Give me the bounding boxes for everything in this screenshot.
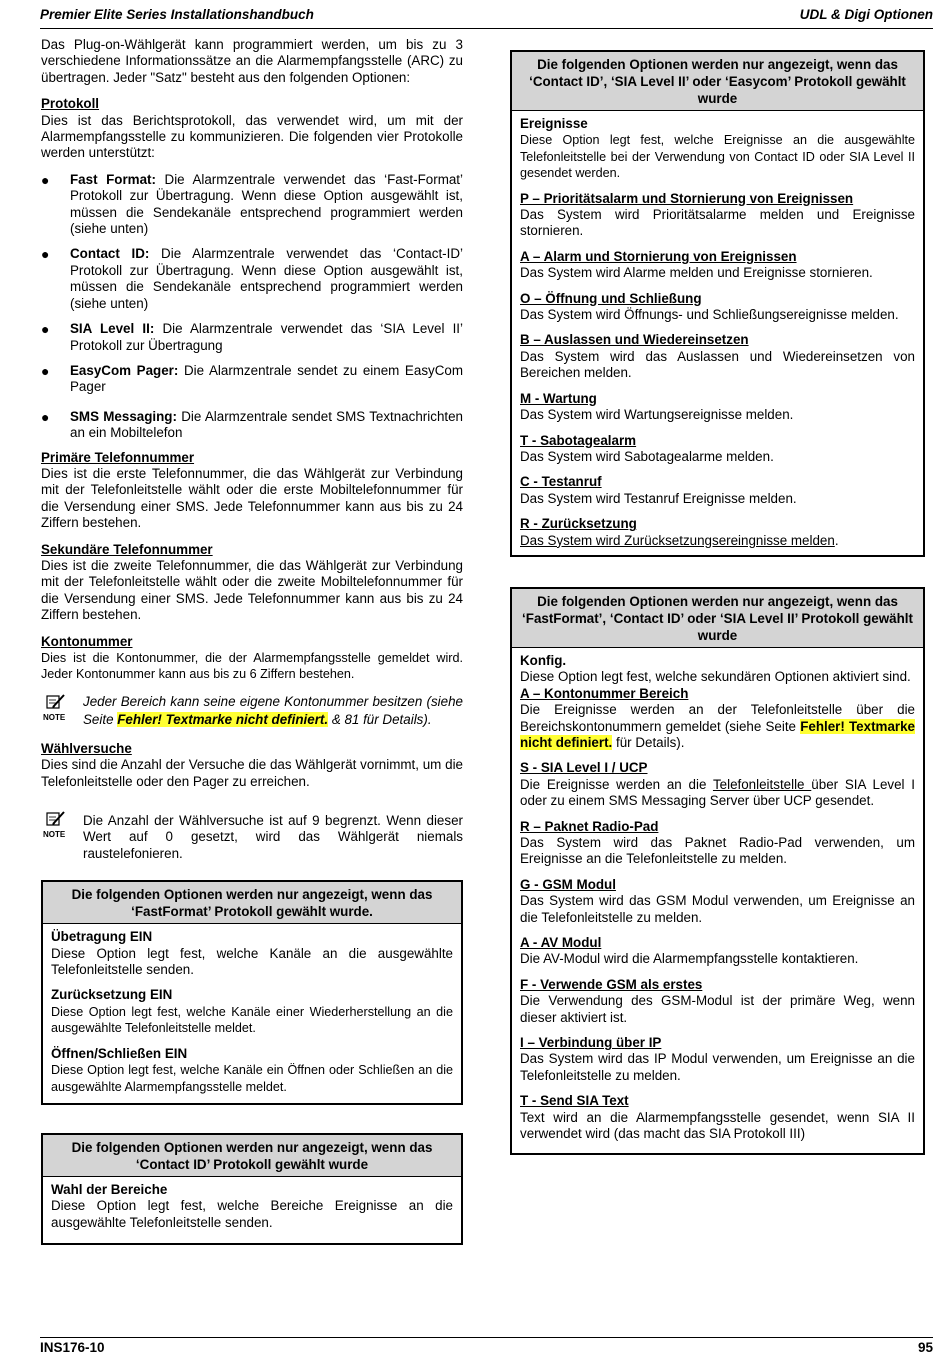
box-item [520,116,915,182]
box-item [520,433,915,466]
contactid-options-box [41,1133,463,1245]
waehlversuche-text: Dies sind die Anzahl der Versuche die das Wählgerät vornimmt, um die Telefonleitstelle oder den Pager zu erreichen. [41,757,463,789]
fastformat-options-box [41,880,463,1105]
box-item [520,877,915,926]
note-text: Die Anzahl der Wählversuche ist auf 9 begrenzt. Wenn dieser Wert auf 0 gesetzt, wird das Wählgerät niemals raustelefonieren. [83,813,463,861]
box-item-text: Das System wird Wartungsereignisse melden. [520,407,794,423]
left-column [41,37,463,1245]
box-item [51,929,453,978]
bullet-text: Die Alarmzentrale verwendet das ‘Contact-ID’ Protokoll zur Übertragung. Wenn diese Option ausgewählt ist, müssen die Sendekanäle entsprechend programmiert werden (siehe unten) [70,246,463,311]
box-item-text: Das System wird Sabotagealarme melden. [520,448,774,464]
bullet-item [41,363,463,396]
box-item [520,1035,915,1084]
contactid-box-header: Die folgenden Optionen werden nur angezeigt, wenn das ‘Contact ID’ Protokoll gewählt wurde [43,1135,461,1177]
primaere-telefonnummer-section [41,450,463,532]
box-item-text: Die Ereignisse werden an die Telefonleitstelle über SIA Level I oder zu einem SMS Messaging Server über UCP gesendet. [520,776,916,809]
box-item-text: Diese Option legt fest, welche sekundären Optionen aktiviert sind. [520,669,911,685]
box-item [520,291,915,324]
box-item [520,653,915,686]
sekundaere-telefonnummer-text: Dies ist die zweite Telefonnummer, die das Wählgerät zur Verbindung mit der Telefonleitstelle wählt oder die zweite Mobiltelefonnummer für die Versendung einer SMS. Jede Telefonnummer kann aus bis zu 24 Ziffern bestehen. [41,557,463,623]
box-item [51,1182,453,1231]
bullet-icon: ● [41,171,50,188]
bullet-text: Die Alarmzentrale verwendet das ‘Fast-Format’ Protokoll zur Übertragung. Wenn diese Option ausgewählt ist, müssen die Sendekanäle entsprechend programmiert werden (siehe unten) [70,171,463,237]
bullet-item [41,246,463,312]
note-pencil-icon [44,693,68,711]
fastformat-box-header: Die folgenden Optionen werden nur angezeigt, wenn das ‘FastFormat’ Protokoll gewählt wurde. [43,882,461,924]
box-item-text: Diese Option legt fest, welche Kanäle einer Wiederherstellung an die ausgewählte Telefonleitstelle meldet. [51,1004,453,1036]
bullet-icon: ● [41,246,50,263]
note-icon [41,693,83,729]
box-item [520,516,915,549]
box-item-title: T - Send SIA Text [520,1093,629,1109]
box-item-title: B – Auslassen und Wiedereinsetzen [520,332,749,348]
box-item-title: A – Kontonummer Bereich [520,685,689,701]
box-item-title: M - Wartung [520,390,597,406]
waehlversuche-section [41,741,463,790]
kontonummer-section [41,634,463,683]
box-item-text: Das System wird Alarme melden und Ereignisse stornieren. [520,265,873,281]
primaere-telefonnummer-heading: Primäre Telefonnummer [41,449,195,465]
bullet-item [41,172,463,238]
box-item-title: T - Sabotagealarm [520,432,637,448]
box-item [51,987,453,1036]
box-item-title: R - Zurücksetzung [520,516,637,532]
right-column [510,50,925,1155]
secondary-options-box [510,587,925,1155]
box-item-title: O – Öffnung und Schließung [520,290,702,306]
kontonummer-text: Dies ist die Kontonummer, die der Alarmempfangsstelle gemeldet wird. Jeder Kontonummer kann aus bis zu 6 Ziffern bestehen. [41,651,463,682]
bullet-icon: ● [41,408,50,425]
secondary-box-header: Die folgenden Optionen werden nur angezeigt, wenn das ‘FastFormat’, ‘Contact ID’ oder ‘SIA Level II’ Protokoll gewählt wurde [512,589,923,648]
sekundaere-telefonnummer-section [41,542,463,624]
protokoll-section [41,96,463,162]
page-number: 95 [917,1340,933,1355]
error-bookmark-highlight: Fehler! Textmarke nicht definiert. [520,718,915,750]
box-item [520,686,915,752]
box-item-title: P – Prioritätsalarm und Stornierung von Ereignissen [520,190,854,206]
bullet-text: Die Alarmzentrale verwendet das ‘SIA Level II’ Protokoll zur Übertragung [70,321,463,353]
note-waehlversuche [41,810,463,862]
box-item-text: Das System wird Zurücksetzungsereingnisse melden. [520,532,839,548]
header-divider [40,28,933,29]
box-item-text: Das System wird Prioritätsalarme melden und Ereignisse stornieren. [520,207,915,239]
bullet-term: Fast Format: [70,171,156,187]
box-item-text: Die Verwendung des GSM-Modul ist der primäre Weg, wenn dieser aktiviert ist. [520,993,915,1025]
note-label: NOTE [43,712,66,722]
sekundaere-telefonnummer-heading: Sekundäre Telefonnummer [41,541,213,557]
box-item [520,191,915,240]
box-item [520,977,915,1026]
box-item-text: Diese Option legt fest, welche Ereignisse an die ausgewählte Telefonleitstelle bei der Verwendung von Contact ID oder SIA Level II gesendet werden. [520,133,915,181]
protokoll-text: Dies ist das Berichtsprotokoll, das verwendet wird, um mit der Alarmempfangsstelle zu kommunizieren. Die folgenden vier Protokolle werden unterstützt: [41,112,463,161]
box-item-text: Diese Option legt fest, welche Bereiche Ereignisse an die ausgewählte Telefonleitstelle senden. [51,1198,453,1230]
event-options-box [510,50,925,557]
bullet-term: EasyCom Pager: [70,362,179,378]
page-header-section: UDL & Digi Optionen [799,7,933,22]
box-item-text: Das System wird das Paknet Radio-Pad verwenden, um Ereignisse an die Telefonleitstelle zu melden. [520,835,915,867]
box-item [520,332,915,381]
bullet-term: SMS Messaging: [70,408,177,424]
box-item-title: Ereignisse [520,116,588,131]
box-item-title: F - Verwende GSM als erstes [520,976,703,992]
bullet-item [41,321,463,354]
bullet-term: SIA Level II: [70,321,155,337]
box-item-text: Das System wird das GSM Modul verwenden, um Ereignisse an die Telefonleitstelle zu melden. [520,893,915,925]
box-item [51,1046,453,1095]
intro-paragraph: Das Plug-on-Wählgerät kann programmiert werden, um bis zu 3 verschiedene Informationssätze an die Alarmempfangsstelle (ARC) zu übertragen. Jeder "Satz" besteht aus den folgenden Optionen: [41,37,463,85]
box-item [520,819,915,868]
box-item [520,249,915,282]
note-kontonummer [41,693,463,729]
primaere-telefonnummer-text: Dies ist die erste Telefonnummer, die das Wählgerät zur Verbindung mit der Telefonleitstelle wählt oder die erste Mobiltelefonnummer für die Versendung einer SMS. Jede Telefonnummer kann aus bis zu 24 Ziffern bestehen. [41,465,463,531]
box-item-text: Das System wird Testanruf Ereignisse melden. [520,490,797,506]
box-item-text: Die Ereignisse werden an der Telefonleitstelle über die Bereichskontonummern gemeldet (siehe Seite Fehler! Textmarke nicht definiert. für Details). [520,702,915,750]
box-item-title: Zurücksetzung EIN [51,987,173,1003]
box-item-title: Konfig. [520,652,567,668]
waehlversuche-heading: Wählversuche [41,740,132,756]
box-item-text: Das System wird Öffnungs- und Schließungsereignisse melden. [520,307,899,323]
box-item-title: G - GSM Modul [520,876,616,892]
box-item [520,1093,915,1142]
box-item-text: Diese Option legt fest, welche Kanäle an die ausgewählte Telefonleitstelle senden. [51,945,453,978]
box-item [520,391,915,424]
kontonummer-heading: Kontonummer [41,633,133,649]
box-item-title: C - Testanruf [520,474,602,490]
box-item-text: Das System wird das IP Modul verwenden, um Ereignisse an die Telefonleitstelle zu melden. [520,1051,915,1083]
box-item-text: Diese Option legt fest, welche Kanäle ein Öffnen oder Schließen an die ausgewählte Alarmempfangsstelle meldet. [51,1063,453,1094]
box-item-text: Text wird an die Alarmempfangsstelle gesendet, wenn SIA II verwendet wird (das macht das SIA Protokoll III) [520,1109,915,1142]
box-item [520,760,915,809]
box-item [520,935,915,968]
document-code: INS176-10 [40,1340,105,1355]
box-item-title: A - AV Modul [520,935,602,951]
note-label: NOTE [43,830,66,840]
box-item-text: Das System wird das Auslassen und Wiedereinsetzen von Bereichen melden. [520,348,915,381]
bullet-text: Die Alarmzentrale sendet SMS Textnachrichten an ein Mobiltelefon [70,408,464,441]
box-item-title: Wahl der Bereiche [51,1181,168,1197]
page-header-title: Premier Elite Series Installationshandbuch [40,7,314,22]
bullet-icon: ● [41,321,50,338]
box-item-title: A – Alarm und Stornierung von Ereignissen [520,248,797,264]
bullet-icon: ● [41,362,50,379]
box-item-title: S - SIA Level I / UCP [520,760,648,776]
box-item [520,474,915,507]
event-box-header: Die folgenden Optionen werden nur angezeigt, wenn das ‘Contact ID’, ‘SIA Level II’ oder ‘Easycom’ Protokoll gewählt wurde [512,52,923,111]
error-bookmark-highlight: Fehler! Textmarke nicht definiert. [117,711,329,727]
box-item-text: Die AV-Modul wird die Alarmempfangsstelle kontaktieren. [520,951,859,967]
box-item-title: Übetragung EIN [51,929,153,945]
protocol-bullet-list [41,172,463,442]
bullet-term: Contact ID: [70,246,150,262]
box-item-title: R – Paknet Radio-Pad [520,818,659,834]
box-item-title: I – Verbindung über IP [520,1035,662,1051]
box-item-title: Öffnen/Schließen EIN [51,1045,188,1061]
protokoll-heading: Protokoll [41,96,100,112]
note-text: Jeder Bereich kann seine eigene Kontonummer besitzen (siehe Seite Fehler! Textmarke nicht definiert. & 81 für Details). [83,693,463,727]
footer-divider [40,1337,933,1338]
bullet-text: Die Alarmzentrale sendet zu einem EasyCom Pager [70,362,463,395]
note-icon [41,810,83,862]
bullet-item [41,409,463,442]
note-pencil-icon [44,810,68,828]
